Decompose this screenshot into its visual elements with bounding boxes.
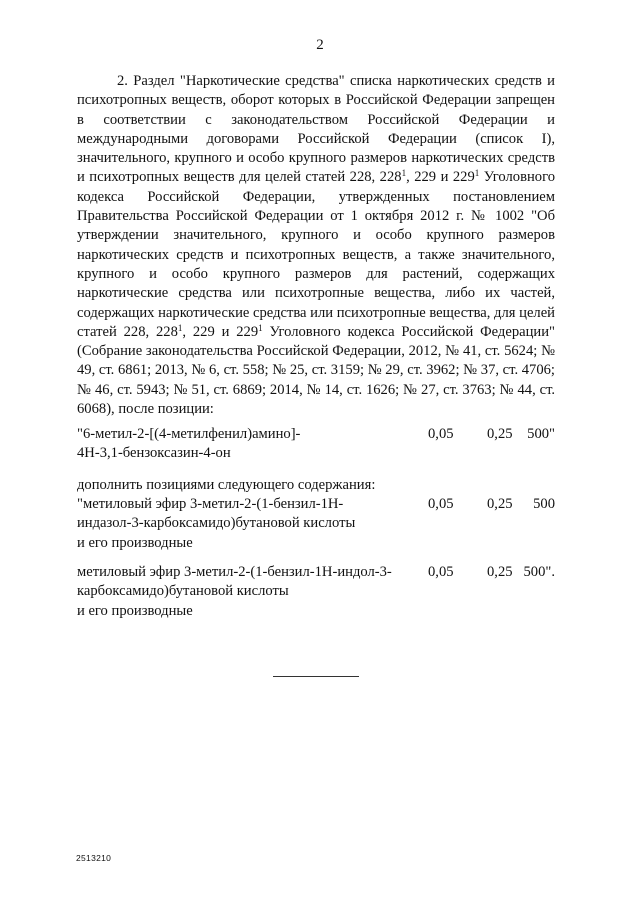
paragraph-text: 2. Раздел "Наркотические средства" списка наркотических средств и психотропных веществ, оборот которых в Российской Федерации запрещен в соответствии с законодательством Российской Федерации и международными договорами Российской Федерации (список I), значительного, крупного и особо крупного размеров наркотических средств и психотропных веществ для целей статей 228, 228: [77, 73, 555, 186]
document-code: 2513210: [76, 853, 112, 863]
paragraph-text: , 229 и 229: [182, 323, 259, 340]
paragraph-text: Уголовного кодекса Российской Федерации, утвержденных постановлением Правительства Российской Федерации от 1 октября 2012 г. № 1002 "Об утверждении значительного, крупного и особо крупного размеров наркотических средств и психотропных веществ, а также значительного, крупного и особо крупного размеров для растений, содержащих наркотические средства или психотропные вещества, либо их частей, содержащих наркотические средства или психотропные вещества, для целей статей 228, 228: [77, 169, 555, 340]
substance-name-line: 4Н-3,1-бензоксазин-4-он: [77, 445, 231, 462]
significant-amount: 0,05: [428, 564, 454, 580]
substance-name: [77, 425, 412, 464]
especially-large-amount: 500".: [523, 564, 555, 580]
superscript: 1: [401, 168, 407, 179]
substance-name-line: метиловый эфир 3-метил-2-(1-бензил-1Н-индол-3-: [77, 564, 392, 580]
substance-name: [77, 495, 412, 553]
new-position-entry: [77, 495, 555, 555]
superscript: 1: [258, 322, 263, 333]
large-amount: 0,25: [487, 496, 513, 512]
superscript: 1: [177, 322, 183, 333]
significant-amount: 0,05: [428, 496, 454, 512]
amendment-paragraph: [77, 72, 555, 419]
especially-large-amount: 500": [527, 426, 555, 442]
paragraph-text: , 229 и 229: [406, 169, 475, 186]
existing-position-entry: [77, 425, 555, 465]
paragraph-text: Уголовного кодекса Российской Федерации" (Собрание законодательства Российской Федерации, 2012, № 41, ст. 5624; № 49, ст. 6861; 2013, № 6, ст. 558; № 25, ст. 3159; № 29, ст. 3962; № 37, ст. 4706; № 46, ст. 5943; № 51, ст. 6869; 2014, № 14, ст. 1626; № 27, ст. 3763; № 44, ст. 6068), после позиции:: [77, 323, 555, 418]
new-position-entry: [77, 563, 555, 623]
large-amount: 0,25: [487, 564, 513, 580]
end-of-document-rule: [273, 676, 359, 677]
superscript: 1: [474, 168, 480, 179]
substance-name-line: "метиловый эфир 3-метил-2-(1-бензил-1Н-: [77, 496, 344, 512]
especially-large-amount: 500: [533, 496, 555, 512]
page-number: 2: [316, 37, 324, 53]
significant-amount: 0,05: [428, 426, 454, 442]
large-amount: 0,25: [487, 426, 513, 442]
substance-name-line: карбоксамидо)бутановой кислоты: [77, 583, 289, 600]
substance-name-line: индазол-3-карбоксамидо)бутановой кислоты: [77, 515, 356, 532]
substance-name-line: и его производные: [77, 602, 193, 619]
supplement-intro: дополнить позициями следующего содержания:: [77, 477, 376, 493]
substance-name: [77, 563, 412, 621]
substance-name-line: и его производные: [77, 534, 193, 551]
substance-name-line: "6-метил-2-[(4-метилфенил)амино]-: [77, 426, 301, 442]
